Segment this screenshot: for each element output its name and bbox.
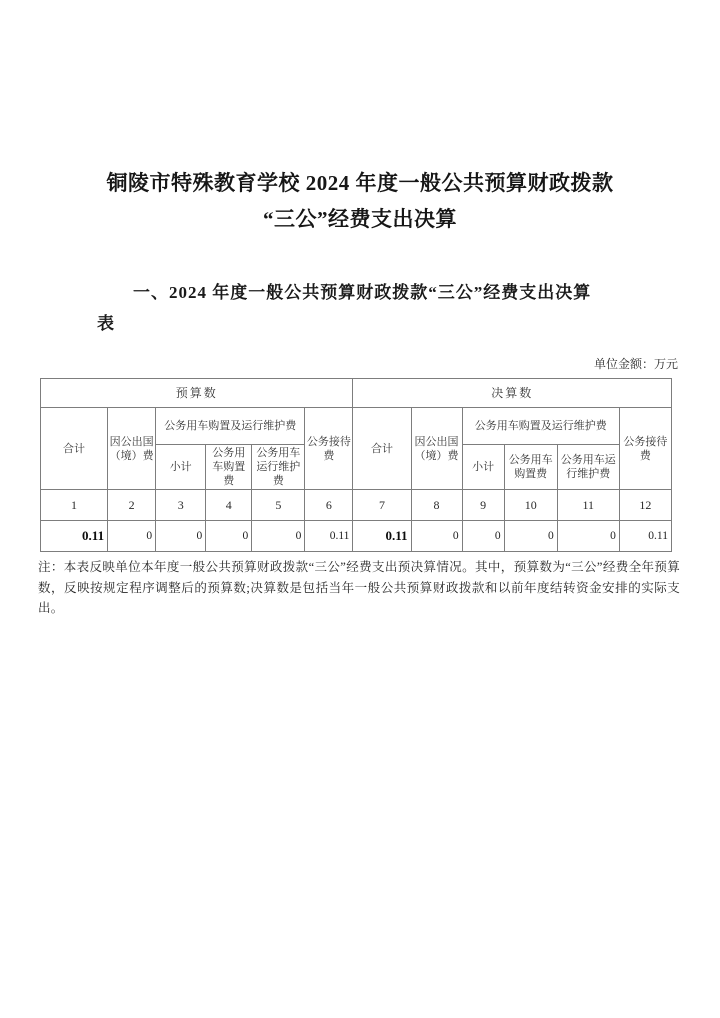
- header-budget-vehicle-subtotal: 小计: [156, 445, 206, 490]
- header-final-reception: 公务接待费: [619, 408, 671, 490]
- section-heading-line1: 一、2024 年度一般公共预算财政拨款“三公”经费支出决算: [133, 283, 592, 302]
- header-final-vehicle-purchase: 公务用车购置费: [504, 445, 557, 490]
- unit-label: 单位金额：万元: [593, 357, 678, 371]
- column-index-cell: 3: [156, 490, 206, 521]
- header-budget-total: 合计: [41, 408, 108, 490]
- column-index-cell: 8: [411, 490, 462, 521]
- value-final-vehicle-purchase: 0: [504, 521, 557, 552]
- header-budget-reception: 公务接待费: [305, 408, 353, 490]
- table-row-group-headers: [41, 379, 672, 408]
- document-title: [0, 0, 720, 237]
- table-row-headers-upper: [41, 408, 672, 445]
- value-final-reception: 0.11: [619, 521, 671, 552]
- final-group-header: 决算数: [353, 379, 672, 408]
- table-row-column-indexes: [41, 490, 672, 521]
- header-final-abroad: 因公出国（境）费: [411, 408, 462, 490]
- value-budget-reception: 0.11: [305, 521, 353, 552]
- value-final-vehicle-operation: 0: [557, 521, 619, 552]
- value-budget-vehicle-purchase: 0: [206, 521, 252, 552]
- header-final-vehicle-group: 公务用车购置及运行维护费: [462, 408, 619, 445]
- column-index-cell: 12: [619, 490, 671, 521]
- column-index-cell: 5: [252, 490, 305, 521]
- section-heading-line2: 表: [97, 314, 115, 333]
- value-final-abroad: 0: [411, 521, 462, 552]
- header-budget-vehicle-purchase: 公务用车购置费: [206, 445, 252, 490]
- column-index-cell: 9: [462, 490, 504, 521]
- value-budget-vehicle-subtotal: 0: [156, 521, 206, 552]
- header-final-total: 合计: [353, 408, 411, 490]
- value-budget-abroad: 0: [108, 521, 156, 552]
- value-budget-vehicle-operation: 0: [252, 521, 305, 552]
- value-final-vehicle-subtotal: 0: [462, 521, 504, 552]
- column-index-cell: 6: [305, 490, 353, 521]
- header-budget-vehicle-group: 公务用车购置及运行维护费: [156, 408, 305, 445]
- column-index-cell: 2: [108, 490, 156, 521]
- header-budget-vehicle-operation: 公务用车运行维护费: [252, 445, 305, 490]
- document-title-line1: 铜陵市特殊教育学校 2024 年度一般公共预算财政拨款: [106, 171, 614, 195]
- column-index-cell: 1: [41, 490, 108, 521]
- column-index-cell: 10: [504, 490, 557, 521]
- table-row-values: [41, 521, 672, 552]
- budget-group-header: 预算数: [41, 379, 353, 408]
- column-index-cell: 4: [206, 490, 252, 521]
- header-final-vehicle-subtotal: 小计: [462, 445, 504, 490]
- three-public-expense-table: [40, 378, 672, 552]
- value-final-total: 0.11: [353, 521, 411, 552]
- document-title-line2: “三公”经费支出决算: [263, 207, 457, 231]
- header-budget-abroad: 因公出国（境）费: [108, 408, 156, 490]
- value-budget-total: 0.11: [41, 521, 108, 552]
- header-final-vehicle-operation: 公务用车运行维护费: [557, 445, 619, 490]
- section-heading: [97, 277, 680, 339]
- column-index-cell: 7: [353, 490, 411, 521]
- column-index-cell: 11: [557, 490, 619, 521]
- table-note: 注：本表反映单位本年度一般公共预算财政拨款“三公”经费支出预决算情况。其中，预算数为“三公”经费全年预算数，反映按规定程序调整后的预算数;决算数是包括当年一般公共预算财政拨款和以前年度结转资金安排的实际支出。: [38, 560, 680, 615]
